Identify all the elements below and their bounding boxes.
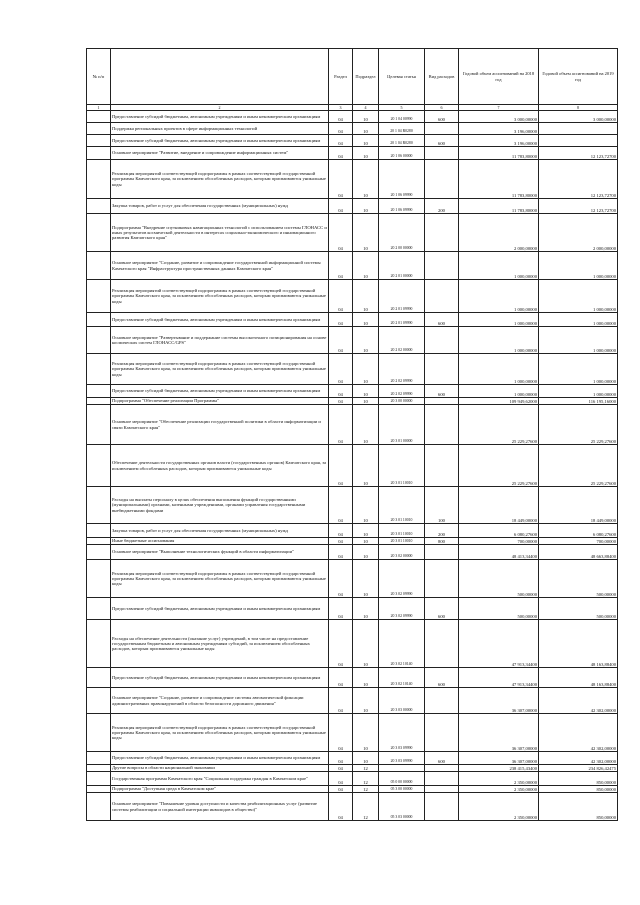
row-amount-2019: 700,00000 bbox=[539, 538, 618, 545]
row-num-cell bbox=[87, 214, 111, 252]
row-num-cell bbox=[87, 199, 111, 214]
budget-table bbox=[86, 48, 618, 821]
row-subsection: 10 bbox=[353, 598, 379, 620]
row-subsection: 10 bbox=[353, 111, 379, 123]
row-subsection: 10 bbox=[353, 252, 379, 280]
table-row bbox=[87, 772, 618, 786]
row-target-article: 20 3 01 10010 bbox=[379, 524, 425, 538]
row-amount-2019: 1 000,00000 bbox=[539, 385, 618, 398]
row-name: Основное мероприятие "Развитие, внедрение и сопровождение информационных систем" bbox=[111, 147, 329, 160]
row-num-cell bbox=[87, 147, 111, 160]
row-expense-type bbox=[425, 560, 459, 598]
row-amount-2018: 109 949,62000 bbox=[459, 398, 539, 405]
row-subsection: 10 bbox=[353, 445, 379, 487]
row-num-cell bbox=[87, 793, 111, 821]
row-num-cell bbox=[87, 688, 111, 714]
row-num-cell bbox=[87, 111, 111, 123]
table-row bbox=[87, 545, 618, 560]
row-name: Основное мероприятие "Обеспечение реализации государственной политики в области информатизации и связи Камчатского края" bbox=[111, 405, 329, 445]
table-row bbox=[87, 786, 618, 793]
row-subsection: 10 bbox=[353, 545, 379, 560]
row-name: Подпрограмма "Обеспечение реализации Программы" bbox=[111, 398, 329, 405]
row-amount-2018: 500,00000 bbox=[459, 598, 539, 620]
row-amount-2018: 500,00000 bbox=[459, 560, 539, 598]
row-num-cell bbox=[87, 405, 111, 445]
table-row bbox=[87, 668, 618, 688]
row-expense-type bbox=[425, 123, 459, 135]
row-name: Основное мероприятие "Создание, развитие и сопровождение системы автоматической фиксации административных правонарушений в области безопасности дорожного движения" bbox=[111, 688, 329, 714]
row-amount-2018: 25 229,27600 bbox=[459, 445, 539, 487]
table-row bbox=[87, 385, 618, 398]
row-expense-type: 800 bbox=[425, 538, 459, 545]
row-num-cell bbox=[87, 123, 111, 135]
row-subsection: 10 bbox=[353, 524, 379, 538]
row-subsection: 10 bbox=[353, 199, 379, 214]
row-target-article: 20 1 06 09990 bbox=[379, 199, 425, 214]
row-name: Предоставление субсидий бюджетным, автономным учреждениям и иным некоммерческим организациям bbox=[111, 752, 329, 765]
row-subsection: 10 bbox=[353, 147, 379, 160]
row-subsection: 10 bbox=[353, 688, 379, 714]
row-amount-2018: 2 000,00000 bbox=[459, 214, 539, 252]
row-section: 04 bbox=[329, 560, 353, 598]
table-row bbox=[87, 252, 618, 280]
row-name: Закупка товаров, работ и услуг для обеспечения государственных (муниципальных) нужд bbox=[111, 524, 329, 538]
row-expense-type bbox=[425, 765, 459, 772]
row-amount-2019: 500,00000 bbox=[539, 598, 618, 620]
row-name: Предоставление субсидий бюджетным, автономным учреждениям и иным некоммерческим организациям bbox=[111, 111, 329, 123]
row-target-article: 20 3 02 00000 bbox=[379, 545, 425, 560]
row-name: Реализация мероприятий соответствующей подпрограммы в рамках соответствующей государственной программы Камчатского края, за исключением обособленных расходов, которым присваиваются уникальные коды bbox=[111, 160, 329, 199]
row-name: Реализация мероприятий соответствующей подпрограммы в рамках соответствующей государственной программы Камчатского края, за исключением обособленных расходов, которым присваиваются уникальные коды bbox=[111, 714, 329, 752]
table-row bbox=[87, 620, 618, 668]
row-name: Основное мероприятие "Выполнение технологических функций в области информатизации" bbox=[111, 545, 329, 560]
table-row bbox=[87, 714, 618, 752]
row-name: Реализация мероприятий соответствующей подпрограммы в рамках соответствующей государственной программы Камчатского края, за исключением обособленных расходов, которым присваиваются уникальные коды bbox=[111, 280, 329, 313]
row-name: Закупка товаров, работ и услуг для обеспечения государственных (муниципальных) нужд bbox=[111, 199, 329, 214]
row-amount-2019: 48 163,88400 bbox=[539, 668, 618, 688]
row-target-article: 20 3 00 00000 bbox=[379, 398, 425, 405]
row-amount-2018: 1 000,00000 bbox=[459, 327, 539, 354]
row-num-cell bbox=[87, 445, 111, 487]
row-num-cell bbox=[87, 385, 111, 398]
row-amount-2019: 1 000,00000 bbox=[539, 252, 618, 280]
row-amount-2019: 25 229,27600 bbox=[539, 445, 618, 487]
row-expense-type: 200 bbox=[425, 199, 459, 214]
table-row bbox=[87, 123, 618, 135]
row-num-cell bbox=[87, 620, 111, 668]
row-target-article: 20 1 04 R0280 bbox=[379, 135, 425, 147]
row-num-cell bbox=[87, 772, 111, 786]
row-num-cell bbox=[87, 524, 111, 538]
row-target-article: 20 3 02 09990 bbox=[379, 598, 425, 620]
row-name: Предоставление субсидий бюджетным, автономным учреждениям и иным некоммерческим организациям bbox=[111, 385, 329, 398]
row-expense-type: 600 bbox=[425, 668, 459, 688]
row-name: Основное мероприятие "Создание, развитие и сопровождение государственной информационной системы Камчатского края "Инфраструктура пространственных данных Камчатского края" bbox=[111, 252, 329, 280]
row-expense-type bbox=[425, 160, 459, 199]
row-section: 04 bbox=[329, 313, 353, 327]
row-amount-2019: 500,00000 bbox=[539, 560, 618, 598]
row-name: Подпрограмма "Доступная среда в Камчатском крае" bbox=[111, 786, 329, 793]
row-section: 04 bbox=[329, 487, 353, 524]
row-name: Предоставление субсидий бюджетным, автономным учреждениям и иным некоммерческим организациям bbox=[111, 135, 329, 147]
col-header-subsection: Подраздел bbox=[353, 49, 379, 105]
table-row bbox=[87, 405, 618, 445]
row-target-article: 20 1 06 09990 bbox=[379, 160, 425, 199]
row-subsection: 10 bbox=[353, 327, 379, 354]
row-num-cell bbox=[87, 765, 111, 772]
row-num-cell bbox=[87, 487, 111, 524]
row-amount-2018: 11 783,80000 bbox=[459, 199, 539, 214]
row-amount-2018: 25 229,27600 bbox=[459, 405, 539, 445]
row-amount-2019: 42 302,00000 bbox=[539, 752, 618, 765]
row-amount-2019: 3 000,00000 bbox=[539, 111, 618, 123]
row-section: 04 bbox=[329, 793, 353, 821]
row-amount-2019: 12 123,72700 bbox=[539, 199, 618, 214]
row-num-cell bbox=[87, 714, 111, 752]
row-target-article: 20 2 02 00000 bbox=[379, 327, 425, 354]
row-subsection: 10 bbox=[353, 354, 379, 385]
row-subsection: 10 bbox=[353, 280, 379, 313]
table-row bbox=[87, 752, 618, 765]
row-num-cell bbox=[87, 560, 111, 598]
row-num-cell bbox=[87, 598, 111, 620]
row-target-article: 20 2 01 09990 bbox=[379, 280, 425, 313]
row-expense-type: 600 bbox=[425, 385, 459, 398]
table-row bbox=[87, 598, 618, 620]
row-expense-type bbox=[425, 714, 459, 752]
row-target-article bbox=[379, 765, 425, 772]
row-amount-2018: 6 080,27600 bbox=[459, 524, 539, 538]
row-expense-type bbox=[425, 214, 459, 252]
row-amount-2018: 3 196,00000 bbox=[459, 135, 539, 147]
row-expense-type bbox=[425, 405, 459, 445]
row-amount-2018: 3 000,00000 bbox=[459, 111, 539, 123]
row-subsection: 10 bbox=[353, 714, 379, 752]
row-section: 04 bbox=[329, 354, 353, 385]
row-expense-type bbox=[425, 620, 459, 668]
table-row bbox=[87, 487, 618, 524]
row-num-cell bbox=[87, 160, 111, 199]
table-row bbox=[87, 111, 618, 123]
row-expense-type bbox=[425, 772, 459, 786]
row-amount-2019: 18 449,00000 bbox=[539, 487, 618, 524]
row-amount-2018: 1 000,00000 bbox=[459, 252, 539, 280]
table-row bbox=[87, 214, 618, 252]
row-amount-2019: 234 826,42475 bbox=[539, 765, 618, 772]
table-row bbox=[87, 524, 618, 538]
row-subsection: 12 bbox=[353, 793, 379, 821]
row-num-cell bbox=[87, 135, 111, 147]
row-amount-2018: 1 000,00000 bbox=[459, 313, 539, 327]
table-row bbox=[87, 327, 618, 354]
table-row bbox=[87, 538, 618, 545]
row-amount-2018: 1 000,00000 bbox=[459, 280, 539, 313]
col-number: 6 bbox=[425, 105, 459, 111]
row-subsection: 10 bbox=[353, 560, 379, 598]
row-num-cell bbox=[87, 313, 111, 327]
row-amount-2019: 42 302,00000 bbox=[539, 688, 618, 714]
row-amount-2018: 2 350,00000 bbox=[459, 772, 539, 786]
row-subsection: 10 bbox=[353, 160, 379, 199]
row-target-article: 20 3 01 10010 bbox=[379, 538, 425, 545]
row-amount-2019: 12 123,72700 bbox=[539, 147, 618, 160]
row-amount-2019: 25 229,27600 bbox=[539, 405, 618, 445]
row-num-cell bbox=[87, 538, 111, 545]
row-amount-2019: 850,00000 bbox=[539, 793, 618, 821]
row-expense-type bbox=[425, 545, 459, 560]
row-amount-2018: 1 000,00000 bbox=[459, 354, 539, 385]
table-row bbox=[87, 160, 618, 199]
row-target-article: 20 1 04 R0280 bbox=[379, 123, 425, 135]
row-num-cell bbox=[87, 398, 111, 405]
row-subsection: 10 bbox=[353, 668, 379, 688]
row-name: Основное мероприятие "Повышение уровня доступности и качества реабилитационных услуг (развитие системы реабилитации и социальной интеграции инвалидов в общество)" bbox=[111, 793, 329, 821]
row-target-article: 20 3 03 00000 bbox=[379, 688, 425, 714]
row-expense-type: 200 bbox=[425, 524, 459, 538]
row-amount-2019: 1 000,00000 bbox=[539, 354, 618, 385]
row-target-article: 20 3 02 10140 bbox=[379, 620, 425, 668]
row-amount-2019: 48 663,88400 bbox=[539, 545, 618, 560]
row-section: 04 bbox=[329, 160, 353, 199]
row-section: 04 bbox=[329, 524, 353, 538]
row-amount-2018: 18 449,00000 bbox=[459, 487, 539, 524]
col-number: 2 bbox=[111, 105, 329, 111]
row-target-article: 20 2 02 09990 bbox=[379, 385, 425, 398]
row-expense-type bbox=[425, 147, 459, 160]
row-expense-type bbox=[425, 327, 459, 354]
col-number: 7 bbox=[459, 105, 539, 111]
row-subsection: 12 bbox=[353, 772, 379, 786]
row-amount-2018: 2 350,00000 bbox=[459, 793, 539, 821]
row-subsection: 10 bbox=[353, 405, 379, 445]
row-subsection: 10 bbox=[353, 385, 379, 398]
row-target-article: 20 3 03 09990 bbox=[379, 714, 425, 752]
row-target-article: 20 2 02 09990 bbox=[379, 354, 425, 385]
col-header-section: Раздел bbox=[329, 49, 353, 105]
row-subsection: 10 bbox=[353, 123, 379, 135]
row-subsection: 10 bbox=[353, 398, 379, 405]
row-name: Реализация мероприятий соответствующей подпрограммы в рамках соответствующей государственной программы Камчатского края, за исключением обособленных расходов, которым присваиваются уникальные коды bbox=[111, 560, 329, 598]
row-name: Обеспечение деятельности государственных органов власти (государственных органов) Камчатского края, за исключением обособленных расходов, которым присваиваются уникальные коды bbox=[111, 445, 329, 487]
row-target-article: 20 2 00 00000 bbox=[379, 214, 425, 252]
row-section: 04 bbox=[329, 385, 353, 398]
row-name: Государственная программа Камчатского края "Социальная поддержка граждан в Камчатском крае" bbox=[111, 772, 329, 786]
table-row bbox=[87, 354, 618, 385]
row-target-article: 20 3 01 00000 bbox=[379, 405, 425, 445]
row-amount-2019 bbox=[539, 135, 618, 147]
row-subsection: 10 bbox=[353, 313, 379, 327]
row-amount-2018: 36 307,00000 bbox=[459, 688, 539, 714]
table-row bbox=[87, 793, 618, 821]
table-row bbox=[87, 313, 618, 327]
row-target-article: 20 3 01 10010 bbox=[379, 487, 425, 524]
row-target-article: 20 2 01 00000 bbox=[379, 252, 425, 280]
table-row bbox=[87, 765, 618, 772]
row-subsection: 10 bbox=[353, 487, 379, 524]
row-expense-type bbox=[425, 280, 459, 313]
row-target-article: 20 1 04 00990 bbox=[379, 111, 425, 123]
row-target-article: 20 1 06 00000 bbox=[379, 147, 425, 160]
row-subsection: 10 bbox=[353, 538, 379, 545]
row-name: Другие вопросы в области национальной экономики bbox=[111, 765, 329, 772]
row-section: 04 bbox=[329, 445, 353, 487]
row-num-cell bbox=[87, 545, 111, 560]
row-section: 04 bbox=[329, 398, 353, 405]
row-amount-2019: 6 080,27600 bbox=[539, 524, 618, 538]
col-number: 3 bbox=[329, 105, 353, 111]
row-num-cell bbox=[87, 668, 111, 688]
row-section: 04 bbox=[329, 199, 353, 214]
row-amount-2019: 12 123,72700 bbox=[539, 160, 618, 199]
row-section: 04 bbox=[329, 123, 353, 135]
table-row bbox=[87, 398, 618, 405]
row-name: Реализация мероприятий соответствующей подпрограммы в рамках соответствующей государственной программы Камчатского края, за исключением обособленных расходов, которым присваиваются уникальные коды bbox=[111, 354, 329, 385]
row-amount-2018: 2 350,00000 bbox=[459, 786, 539, 793]
row-section: 04 bbox=[329, 111, 353, 123]
row-target-article: 20 2 01 09990 bbox=[379, 313, 425, 327]
row-amount-2018: 47 913,34400 bbox=[459, 668, 539, 688]
row-subsection: 10 bbox=[353, 752, 379, 765]
col-number: 5 bbox=[379, 105, 425, 111]
row-section: 04 bbox=[329, 538, 353, 545]
row-amount-2019: 2 000,00000 bbox=[539, 214, 618, 252]
row-amount-2019 bbox=[539, 123, 618, 135]
row-amount-2019: 116 195,16000 bbox=[539, 398, 618, 405]
table-row bbox=[87, 280, 618, 313]
table-row bbox=[87, 445, 618, 487]
row-amount-2018: 47 913,34400 bbox=[459, 620, 539, 668]
row-amount-2018: 1 000,00000 bbox=[459, 385, 539, 398]
row-num-cell bbox=[87, 252, 111, 280]
col-number: 8 bbox=[539, 105, 618, 111]
row-expense-type bbox=[425, 354, 459, 385]
row-target-article: 20 3 03 09990 bbox=[379, 752, 425, 765]
row-num-cell bbox=[87, 786, 111, 793]
row-amount-2018: 700,00000 bbox=[459, 538, 539, 545]
row-section: 04 bbox=[329, 752, 353, 765]
row-section: 04 bbox=[329, 598, 353, 620]
row-num-cell bbox=[87, 327, 111, 354]
row-expense-type bbox=[425, 786, 459, 793]
row-name: Основное мероприятие "Развертывание и поддержание системы высокоточного позиционирования на основе космических систем ГЛОНАСС/GPS" bbox=[111, 327, 329, 354]
row-expense-type bbox=[425, 793, 459, 821]
row-section: 04 bbox=[329, 620, 353, 668]
col-header-num: № п/п bbox=[87, 49, 111, 105]
col-number: 1 bbox=[87, 105, 111, 111]
row-target-article: 20 3 01 10010 bbox=[379, 445, 425, 487]
row-target-article: 05 3 00 00000 bbox=[379, 786, 425, 793]
row-amount-2018: 11 783,80000 bbox=[459, 160, 539, 199]
row-subsection: 12 bbox=[353, 765, 379, 772]
row-target-article: 05 0 00 00000 bbox=[379, 772, 425, 786]
col-header-2018: Годовой объем ассигнований на 2018 год bbox=[459, 49, 539, 105]
row-section: 04 bbox=[329, 252, 353, 280]
row-amount-2019: 1 000,00000 bbox=[539, 327, 618, 354]
row-amount-2018: 3 196,00000 bbox=[459, 123, 539, 135]
row-amount-2019: 850,00000 bbox=[539, 772, 618, 786]
row-section: 04 bbox=[329, 327, 353, 354]
row-amount-2019: 1 000,00000 bbox=[539, 313, 618, 327]
row-amount-2019: 850,00000 bbox=[539, 786, 618, 793]
col-header-2019: Годовой объем ассигнований на 2019 год bbox=[539, 49, 618, 105]
row-subsection: 12 bbox=[353, 786, 379, 793]
row-expense-type bbox=[425, 688, 459, 714]
row-amount-2018: 36 307,00000 bbox=[459, 714, 539, 752]
col-header-expense-type: Вид расходов bbox=[425, 49, 459, 105]
row-name: Поддержка региональных проектов в сфере информационных технологий bbox=[111, 123, 329, 135]
table-row bbox=[87, 560, 618, 598]
row-section: 04 bbox=[329, 135, 353, 147]
row-section: 04 bbox=[329, 280, 353, 313]
row-section: 04 bbox=[329, 147, 353, 160]
row-name: Подпрограмма "Внедрение спутниковых навигационных технологий с использованием системы ГЛОНАСС и иных результатов космической деятельности в интересах социально-экономического и инновационного развития Камчатского края" bbox=[111, 214, 329, 252]
table-row bbox=[87, 147, 618, 160]
table-row bbox=[87, 135, 618, 147]
row-amount-2019: 48 163,88400 bbox=[539, 620, 618, 668]
row-target-article: 05 3 03 00000 bbox=[379, 793, 425, 821]
row-expense-type bbox=[425, 252, 459, 280]
row-section: 04 bbox=[329, 545, 353, 560]
row-section: 04 bbox=[329, 765, 353, 772]
row-expense-type bbox=[425, 398, 459, 405]
row-name: Расходы на выплаты персоналу в целях обеспечения выполнения функций государственными (муниципальными) органами, казенными учреждениями, органами управления государственными внебюджетными фондами bbox=[111, 487, 329, 524]
row-target-article: 20 3 02 09990 bbox=[379, 560, 425, 598]
col-header-name bbox=[111, 49, 329, 105]
row-section: 04 bbox=[329, 714, 353, 752]
row-section: 04 bbox=[329, 405, 353, 445]
row-expense-type: 100 bbox=[425, 487, 459, 524]
row-name: Предоставление субсидий бюджетным, автономным учреждениям и иным некоммерческим организациям bbox=[111, 668, 329, 688]
row-section: 04 bbox=[329, 786, 353, 793]
row-subsection: 10 bbox=[353, 214, 379, 252]
row-subsection: 10 bbox=[353, 620, 379, 668]
row-num-cell bbox=[87, 280, 111, 313]
row-amount-2018: 238 415,43400 bbox=[459, 765, 539, 772]
row-subsection: 10 bbox=[353, 135, 379, 147]
row-name: Расходы на обеспечение деятельности (оказание услуг) учреждений, в том числе на предоставление государственным бюджетным и автономным учреждениям субсидий, за исключением обособленных расходов, которым присваиваются уникальные коды bbox=[111, 620, 329, 668]
row-section: 04 bbox=[329, 688, 353, 714]
row-name: Предоставление субсидий бюджетным, автономным учреждениям и иным некоммерческим организациям bbox=[111, 313, 329, 327]
table-row bbox=[87, 199, 618, 214]
row-target-article: 20 3 02 10140 bbox=[379, 668, 425, 688]
row-amount-2018: 11 783,80000 bbox=[459, 147, 539, 160]
row-section: 04 bbox=[329, 772, 353, 786]
row-expense-type: 600 bbox=[425, 135, 459, 147]
row-name: Предоставление субсидий бюджетным, автономным учреждениям и иным некоммерческим организациям bbox=[111, 598, 329, 620]
table-row bbox=[87, 688, 618, 714]
row-expense-type bbox=[425, 445, 459, 487]
table-header-row bbox=[87, 49, 618, 105]
row-amount-2019: 1 000,00000 bbox=[539, 280, 618, 313]
row-section: 04 bbox=[329, 668, 353, 688]
row-section: 04 bbox=[329, 214, 353, 252]
row-name: Иные бюджетные ассигнования bbox=[111, 538, 329, 545]
row-amount-2018: 36 307,00000 bbox=[459, 752, 539, 765]
row-num-cell bbox=[87, 752, 111, 765]
row-expense-type: 600 bbox=[425, 752, 459, 765]
col-header-target: Целевая статья bbox=[379, 49, 425, 105]
row-expense-type: 600 bbox=[425, 313, 459, 327]
row-amount-2019: 42 302,00000 bbox=[539, 714, 618, 752]
row-expense-type: 600 bbox=[425, 111, 459, 123]
col-number: 4 bbox=[353, 105, 379, 111]
row-num-cell bbox=[87, 354, 111, 385]
row-expense-type: 600 bbox=[425, 598, 459, 620]
row-amount-2018: 48 413,34400 bbox=[459, 545, 539, 560]
